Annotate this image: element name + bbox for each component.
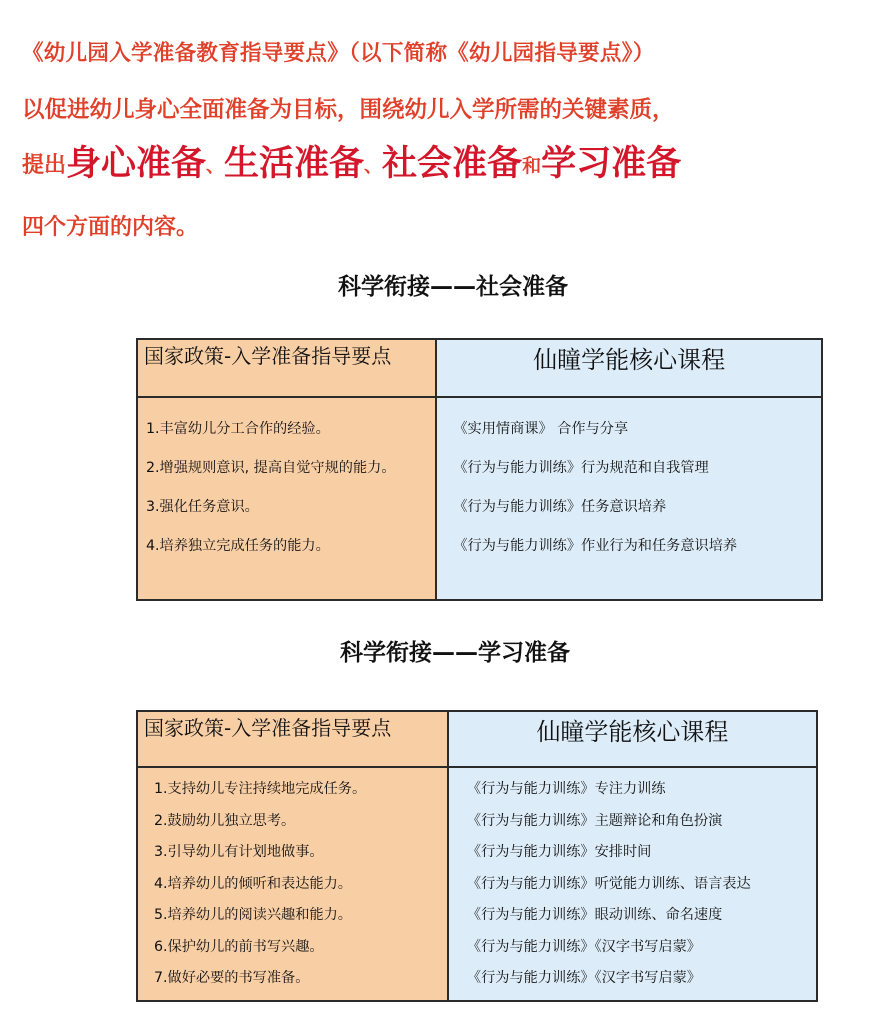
table-header [137,711,817,767]
table-row: 2.鼓励幼儿独立思考。 [154,812,296,829]
highlight-physical-mental: 身心准备 [66,144,207,184]
table-row: 7.做好必要的书写准备。 [154,970,310,986]
table-row: 3.强化任务意识。 [146,499,259,515]
table-social-preparation [136,338,823,601]
highlight-social: 社会准备 [382,144,523,184]
header-policy: 国家政策-入学准备指导要点 [137,339,436,397]
table-row: 4.培养幼儿的倾听和表达能力。 [154,875,352,892]
conjunction: 和 [522,155,542,177]
header-course: 仙瞳学能核心课程 [448,711,817,767]
table-body [137,767,817,1001]
table-row: 《行为与能力训练》主题辩论和角色扮演 [466,812,723,829]
table-row: 1.丰富幼儿分工合作的经验。 [146,421,330,437]
header-policy: 国家政策-入学准备指导要点 [137,711,448,767]
table-row: 《行为与能力训练》眼动训练、命名速度 [466,907,723,923]
separator: 、 [364,156,383,177]
table-learning-preparation [136,710,818,1002]
table-row: 《行为与能力训练》《汉字书写启蒙》 [466,970,701,986]
intro-line-2: 以促进幼儿身心全面准备为目标，围绕幼儿入学所需的关键素质， [22,97,675,123]
table-row: 《行为与能力训练》安排时间 [466,844,652,860]
table-row: 6.保护幼儿的前书写兴趣。 [154,938,324,955]
table-row: 《行为与能力训练》作业行为和任务意识培养 [453,538,738,554]
table-header [137,339,822,397]
table-row: 《行为与能力训练》专注力训练 [466,781,666,797]
table-row: 1.支持幼儿专注持续地完成任务。 [154,781,367,797]
intro-prefix: 提出 [22,153,67,178]
section-title-social: 科学衔接——社会准备 [338,274,568,300]
highlight-life: 生活准备 [224,144,365,184]
table-row: 《行为与能力训练》任务意识培养 [453,499,667,515]
highlight-learning: 学习准备 [541,144,682,184]
table-row: 5.培养幼儿的阅读兴趣和能力。 [154,907,352,923]
table-row: 《行为与能力训练》听觉能力训练、语言表达 [466,875,751,892]
table-row: 4.培养独立完成任务的能力。 [146,538,330,554]
table-row: 《行为与能力训练》《汉字书写启蒙》 [466,938,701,955]
table-body [137,397,822,600]
intro-line-4: 四个方面的内容。 [22,215,199,240]
table-row: 《实用情商课》 合作与分享 [453,421,629,437]
table-row: 3.引导幼儿有计划地做事。 [154,844,324,860]
header-course: 仙瞳学能核心课程 [436,339,822,397]
table-row: 《行为与能力训练》行为规范和自我管理 [453,460,709,476]
table-row: 2.增强规则意识, 提高自觉守规的能力。 [146,460,396,476]
section-title-learning: 科学衔接——学习准备 [340,640,570,666]
separator: 、 [206,156,225,177]
intro-line-1: 《幼儿园入学准备教育指导要点》（以下简称《幼儿园指导要点》） [22,41,655,66]
intro-line-3 [22,140,681,191]
